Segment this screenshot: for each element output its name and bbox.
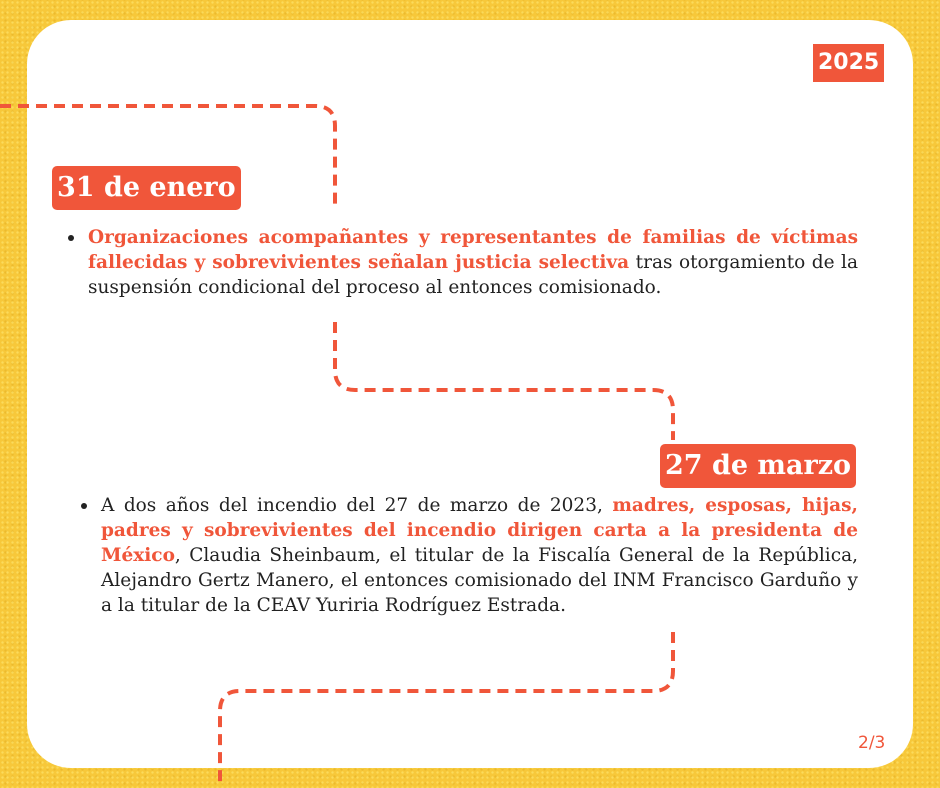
timeline-entry-january [88, 225, 858, 300]
date-badge-march: 27 de marzo [660, 444, 856, 488]
entry-highlight: madres, esposas, hijas, padres y sobrevivientes del incendio dirigen carta a la presidenta de México [101, 495, 858, 566]
entry-highlight: Organizaciones acompañantes y representantes de familias de víctimas fallecidas y sobrevivientes señalan justicia selectiva [88, 227, 858, 273]
content-card [27, 20, 913, 768]
entry-text: tras otorgamiento de la suspensión condicional del proceso al entonces comisionado. [88, 252, 858, 298]
entry-intro: A dos años del incendio del 27 de marzo de 2023, [101, 495, 613, 516]
list-item [101, 493, 858, 618]
entry-text: , Claudia Sheinbaum, el titular de la Fiscalía General de la República, Alejandro Gertz Manero, el entonces comisionado del INM Francisco Garduño y a la titular de la CEAV Yuriria Rodríguez Estrada. [101, 545, 858, 616]
timeline-entry-march [101, 493, 858, 618]
page-number: 2/3 [858, 733, 886, 753]
list-item [88, 225, 858, 300]
date-badge-january: 31 de enero [52, 166, 241, 210]
year-badge: 2025 [813, 44, 884, 82]
